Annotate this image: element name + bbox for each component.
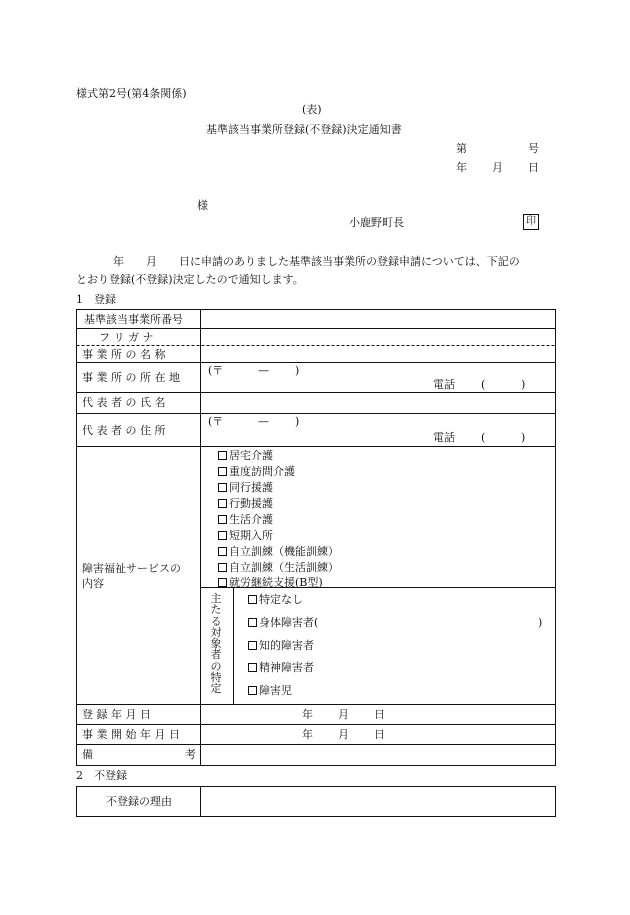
office-phone-close: ) [521, 378, 526, 391]
addressee-suffix: 様 [197, 199, 208, 212]
document-title: 基準該当事業所登録(不登録)決定通知書 [206, 123, 402, 136]
seal-mark: 印 [523, 214, 539, 230]
issue-date-month: 月 [492, 161, 503, 174]
office-phone-label: 電話 [433, 378, 455, 391]
rep-postal-close: ) [295, 415, 300, 428]
service-item-severe-visit-care[interactable]: 重度訪問介護 [218, 466, 295, 477]
checkbox-icon[interactable] [248, 641, 257, 650]
service-item-home-care[interactable]: 居宅介護 [218, 450, 273, 461]
checkbox-icon[interactable] [218, 578, 227, 587]
label-furigana: フ リ ガ ナ [99, 331, 154, 344]
issuer-name: 小鹿野町長 [349, 216, 404, 229]
rep-postal-open: (〒 [208, 415, 224, 428]
label-remarks-right: 考 [185, 748, 196, 761]
label-office-name: 事 業 所 の 名 称 [82, 348, 166, 361]
label-office-number: 基準該当事業所番号 [84, 313, 183, 326]
document-number-suffix: 号 [528, 142, 539, 155]
service-item-function-training[interactable]: 自立訓練（機能訓練） [218, 546, 339, 557]
target-item-mental[interactable]: 精神障害者 [248, 662, 314, 673]
section-2-heading: 2 不登録 [76, 769, 127, 782]
office-postal-dash: — [258, 364, 269, 377]
label-remarks-left: 備 [82, 748, 93, 761]
form-side-label: (表) [302, 103, 322, 116]
rep-phone-open: ( [481, 431, 486, 444]
issue-date-year: 年 [456, 161, 467, 174]
target-physical-close: ) [538, 616, 543, 629]
checkbox-icon[interactable] [248, 595, 257, 604]
office-postal-close: ) [295, 364, 300, 377]
label-non-registration-reason: 不登録の理由 [106, 795, 172, 808]
checkbox-icon[interactable] [218, 467, 227, 476]
intro-line-2: とおり登録(不登録)決定したので通知します。 [76, 273, 304, 286]
label-service-content-2: 内容 [82, 577, 104, 590]
office-postal-open: (〒 [208, 364, 224, 377]
target-item-physical[interactable]: 身体障害者( [248, 617, 318, 628]
registration-date-month: 月 [338, 708, 349, 721]
issue-date-day: 日 [528, 161, 539, 174]
start-date-year: 年 [302, 728, 313, 741]
label-representative-address: 代 表 者 の 住 所 [82, 424, 166, 437]
rep-phone-close: ) [521, 431, 526, 444]
rep-phone-label: 電話 [433, 431, 455, 444]
target-persons-vertical-label: 主 た る 対 象 者 の 特 定 [210, 592, 222, 696]
checkbox-icon[interactable] [218, 563, 227, 572]
section-1-heading: 1 登録 [76, 293, 116, 306]
intro-line-1: 年 月 日に申請のありました基準該当事業所の登録申請については、下記の [113, 255, 520, 268]
service-item-behavior-support[interactable]: 行動援護 [218, 498, 273, 509]
form-number: 様式第2号(第4条関係) [76, 87, 187, 100]
registration-date-day: 日 [374, 708, 385, 721]
service-item-short-stay[interactable]: 短期入所 [218, 530, 273, 541]
checkbox-icon[interactable] [218, 515, 227, 524]
registration-date-year: 年 [302, 708, 313, 721]
target-item-child[interactable]: 障害児 [248, 685, 292, 696]
service-item-life-training[interactable]: 自立訓練（生活訓練） [218, 562, 339, 573]
office-phone-open: ( [481, 378, 486, 391]
service-item-accompanied-support[interactable]: 同行援護 [218, 482, 273, 493]
checkbox-icon[interactable] [218, 531, 227, 540]
label-service-content-1: 障害福祉サービスの [82, 562, 181, 575]
checkbox-icon[interactable] [248, 618, 257, 627]
checkbox-icon[interactable] [218, 499, 227, 508]
checkbox-icon[interactable] [218, 547, 227, 556]
label-registration-date: 登 録 年 月 日 [82, 708, 151, 721]
checkbox-icon[interactable] [218, 483, 227, 492]
document-number-prefix: 第 [456, 142, 467, 155]
service-item-employment-support-b[interactable]: 就労継続支援(B型) [218, 577, 323, 588]
label-start-date: 事 業 開 始 年 月 日 [82, 728, 180, 741]
service-item-life-care[interactable]: 生活介護 [218, 514, 273, 525]
checkbox-icon[interactable] [218, 451, 227, 460]
label-representative-name: 代 表 者 の 氏 名 [82, 396, 166, 409]
rep-postal-dash: — [258, 415, 269, 428]
checkbox-icon[interactable] [248, 663, 257, 672]
start-date-month: 月 [338, 728, 349, 741]
target-item-none[interactable]: 特定なし [248, 594, 303, 605]
target-item-intellectual[interactable]: 知的障害者 [248, 640, 314, 651]
start-date-day: 日 [374, 728, 385, 741]
label-office-address: 事 業 所 の 所 在 地 [82, 371, 180, 384]
checkbox-icon[interactable] [248, 686, 257, 695]
